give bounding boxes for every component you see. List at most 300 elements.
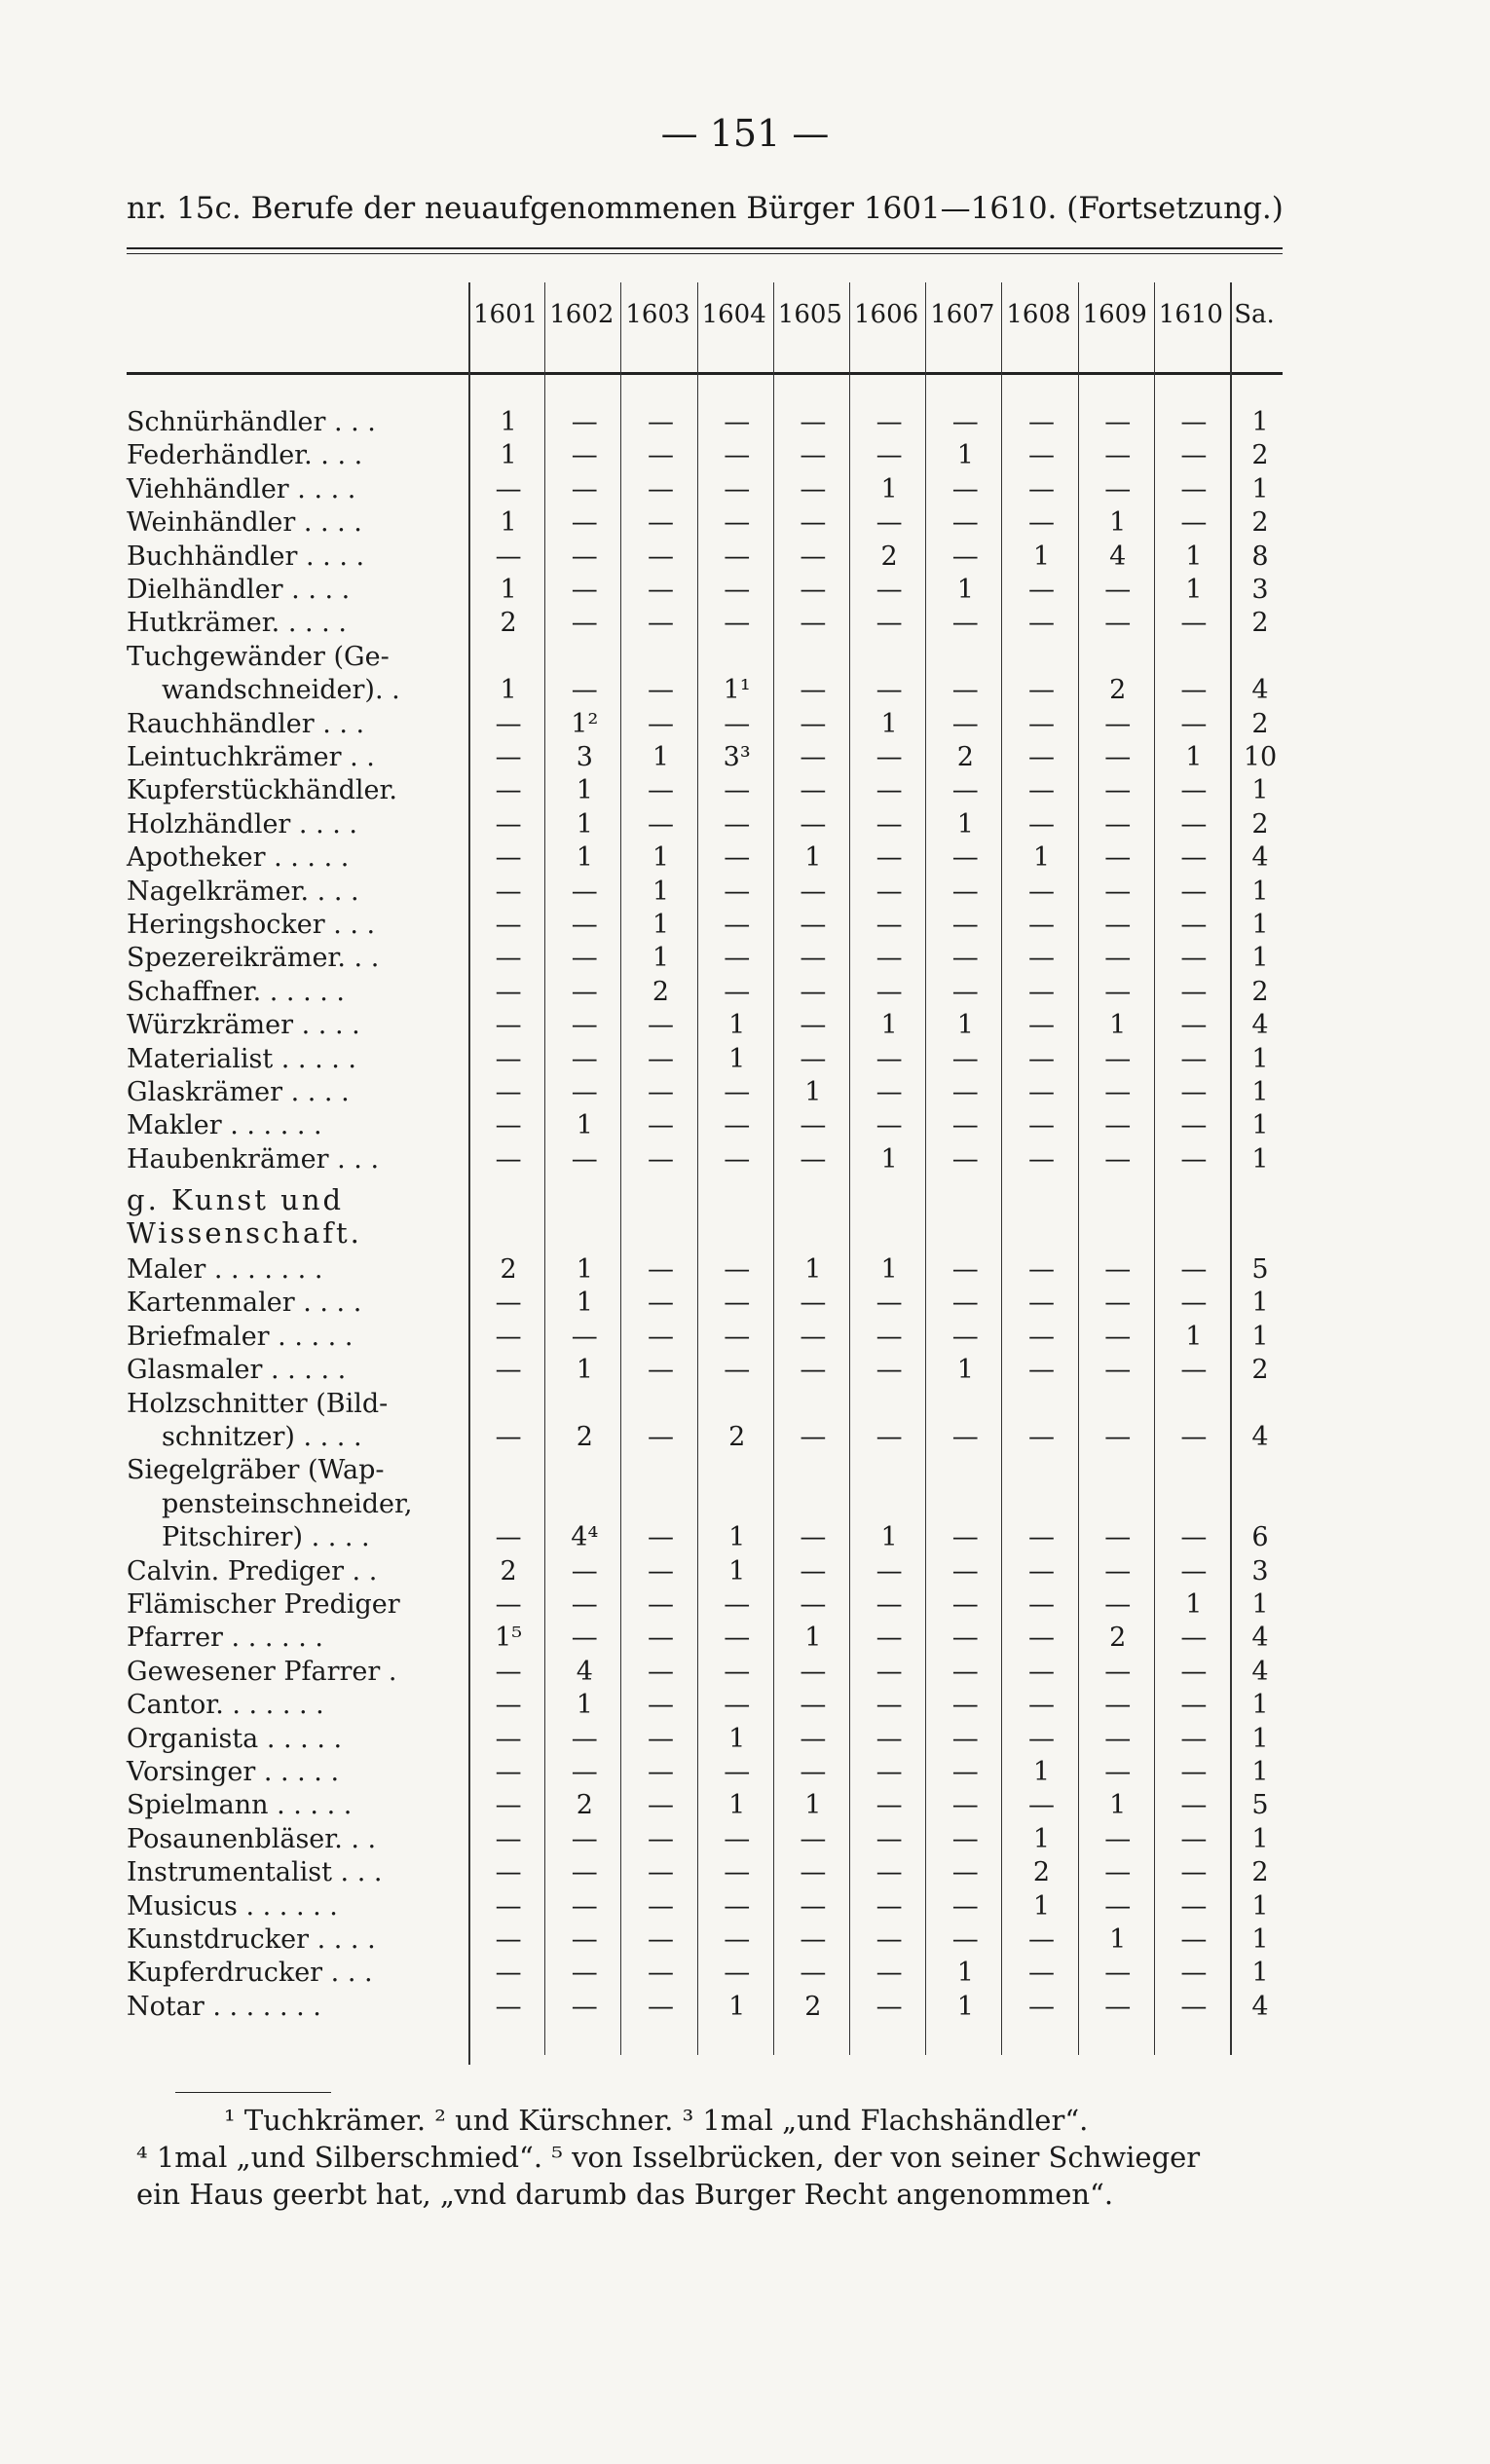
table-row bbox=[0, 1924, 1490, 1958]
cell-1605: — bbox=[800, 876, 827, 907]
cell-1610: — bbox=[1180, 876, 1208, 907]
cell-1606: — bbox=[875, 1422, 903, 1452]
row-label: Pfarrer . . . . . . bbox=[127, 1623, 323, 1654]
cell-1608: — bbox=[1027, 708, 1055, 739]
cell-1601: — bbox=[495, 1077, 522, 1107]
cell-1607: — bbox=[951, 1857, 979, 1888]
cell-1608: — bbox=[1027, 1321, 1055, 1352]
cell-1608: — bbox=[1027, 1656, 1055, 1687]
cell-1609: 1 bbox=[1109, 1790, 1127, 1821]
cell-sum: 2 bbox=[1251, 1355, 1269, 1386]
cell-1601: 1 bbox=[500, 440, 517, 471]
cell-1603: — bbox=[647, 1143, 674, 1175]
cell-1602: — bbox=[571, 440, 598, 471]
row-label: Spezereikrämer. . . bbox=[127, 943, 380, 974]
table-row bbox=[0, 440, 1490, 473]
table-row bbox=[0, 608, 1490, 641]
cell-sum: 1 bbox=[1251, 1143, 1269, 1175]
cell-1603: — bbox=[647, 473, 674, 504]
cell-1605: — bbox=[800, 1857, 827, 1888]
cell-1606: — bbox=[875, 976, 903, 1007]
cell-1608: — bbox=[1027, 575, 1055, 605]
cell-1609: — bbox=[1104, 775, 1132, 806]
cell-1603: — bbox=[647, 1422, 674, 1452]
cell-1610: 1 bbox=[1185, 742, 1203, 772]
cell-1601: — bbox=[495, 775, 522, 806]
cell-1609: — bbox=[1104, 1857, 1132, 1888]
cell-1605: — bbox=[800, 473, 827, 504]
cell-1603: 1 bbox=[652, 943, 670, 974]
cell-1609: — bbox=[1104, 808, 1132, 840]
table-row bbox=[0, 675, 1490, 708]
cell-1602: 1 bbox=[576, 1355, 593, 1386]
cell-sum: 1 bbox=[1251, 910, 1269, 940]
row-label: Leintuchkrämer . . bbox=[127, 742, 375, 772]
cell-1605: — bbox=[800, 541, 827, 572]
cell-1608: 1 bbox=[1032, 1823, 1051, 1854]
cell-1605: — bbox=[800, 407, 827, 437]
cell-1603: — bbox=[647, 1010, 674, 1041]
table-row bbox=[0, 1757, 1490, 1790]
cell-sum: 1 bbox=[1251, 1321, 1269, 1352]
cell-1606: — bbox=[875, 1288, 903, 1319]
cell-1610: — bbox=[1180, 1143, 1208, 1175]
table-row bbox=[0, 1992, 1490, 2025]
cell-sum: 1 bbox=[1251, 1110, 1269, 1141]
cell-1606: 2 bbox=[880, 541, 898, 572]
cell-1604: — bbox=[724, 775, 751, 806]
cell-1609: — bbox=[1104, 1077, 1132, 1107]
cell-1602: — bbox=[571, 1010, 598, 1041]
cell-1603: — bbox=[647, 1890, 674, 1922]
cell-1609: — bbox=[1104, 575, 1132, 605]
cell-1609: — bbox=[1104, 1143, 1132, 1175]
row-label: Kunstdrucker . . . . bbox=[127, 1924, 376, 1955]
cell-1606: — bbox=[875, 1355, 903, 1386]
cell-1608: — bbox=[1027, 943, 1055, 974]
cell-sum: 4 bbox=[1251, 1656, 1269, 1687]
table-row bbox=[0, 1455, 1490, 1488]
cell-1609: — bbox=[1104, 1288, 1132, 1319]
table-row bbox=[0, 1355, 1490, 1388]
cell-1610: — bbox=[1180, 473, 1208, 504]
cell-1608: — bbox=[1027, 1790, 1055, 1821]
cell-sum: 1 bbox=[1251, 1077, 1269, 1107]
cell-1607: — bbox=[951, 708, 979, 739]
cell-1610: — bbox=[1180, 708, 1208, 739]
cell-1605: — bbox=[800, 1043, 827, 1074]
row-label: Vorsinger . . . . . bbox=[127, 1757, 340, 1787]
cell-1607: 1 bbox=[956, 1958, 974, 1989]
cell-1606: — bbox=[875, 1589, 903, 1620]
cell-1610: — bbox=[1180, 1757, 1208, 1787]
cell-sum: 1 bbox=[1251, 1690, 1269, 1721]
cell-1606: — bbox=[875, 1823, 903, 1854]
row-label: Apotheker . . . . . bbox=[127, 842, 350, 874]
cell-1603: — bbox=[647, 1823, 674, 1854]
cell-1604: — bbox=[724, 1321, 751, 1352]
cell-1609: — bbox=[1104, 1422, 1132, 1452]
table-row bbox=[0, 407, 1490, 440]
cell-1608: — bbox=[1027, 876, 1055, 907]
cell-1605: — bbox=[800, 1110, 827, 1141]
cell-1608: — bbox=[1027, 473, 1055, 504]
cell-1604: 3³ bbox=[723, 742, 751, 772]
cell-1606: — bbox=[875, 943, 903, 974]
cell-1604: 1 bbox=[728, 1723, 746, 1754]
cell-1609: — bbox=[1104, 1823, 1132, 1854]
cell-1602: 1² bbox=[571, 708, 599, 739]
cell-sum: 1 bbox=[1251, 1757, 1269, 1787]
cell-1609: 4 bbox=[1109, 541, 1127, 572]
cell-1610: — bbox=[1180, 1924, 1208, 1955]
cell-1610: — bbox=[1180, 507, 1208, 539]
col-header-1608: 1608 bbox=[1006, 300, 1071, 329]
cell-1606: — bbox=[875, 1555, 903, 1587]
cell-1604: — bbox=[724, 876, 751, 907]
cell-1601: — bbox=[495, 1790, 522, 1821]
cell-1607: — bbox=[951, 1823, 979, 1854]
table-row bbox=[0, 1254, 1490, 1288]
cell-sum: 1 bbox=[1251, 1043, 1269, 1074]
cell-1603: — bbox=[647, 1723, 674, 1754]
cell-sum: 2 bbox=[1251, 808, 1269, 840]
cell-1601: — bbox=[495, 1690, 522, 1721]
table-row bbox=[0, 1790, 1490, 1823]
cell-1608: — bbox=[1027, 1077, 1055, 1107]
cell-1608: — bbox=[1027, 1991, 1055, 2022]
cell-1603: — bbox=[647, 1690, 674, 1721]
cell-sum: 2 bbox=[1251, 507, 1269, 539]
cell-1603: — bbox=[647, 1857, 674, 1888]
cell-1608: — bbox=[1027, 1723, 1055, 1754]
row-label: Viehhändler . . . . bbox=[127, 473, 356, 504]
row-label: Musicus . . . . . . bbox=[127, 1890, 338, 1922]
row-label: Schaffner. . . . . . bbox=[127, 976, 346, 1007]
top-rule-thin bbox=[127, 253, 1283, 254]
cell-1602: — bbox=[571, 943, 598, 974]
cell-1602: 3 bbox=[576, 742, 593, 772]
cell-1604: — bbox=[724, 1924, 751, 1955]
cell-1603: — bbox=[647, 1924, 674, 1955]
cell-sum: 1 bbox=[1251, 1890, 1269, 1922]
cell-1606: — bbox=[875, 675, 903, 706]
table-row bbox=[0, 842, 1490, 876]
cell-1605: 1 bbox=[804, 1077, 822, 1107]
cell-1607: — bbox=[951, 1288, 979, 1319]
cell-1606: — bbox=[875, 1656, 903, 1687]
cell-1601: 1 bbox=[500, 407, 517, 437]
cell-sum: 1 bbox=[1251, 1288, 1269, 1319]
cell-sum: 1 bbox=[1251, 876, 1269, 907]
cell-1604: — bbox=[724, 1355, 751, 1386]
cell-1607: — bbox=[951, 1690, 979, 1721]
cell-1601: 1 bbox=[500, 575, 517, 605]
row-label: Spielmann . . . . . bbox=[127, 1790, 353, 1821]
cell-1602: — bbox=[571, 575, 598, 605]
cell-1610: — bbox=[1180, 1254, 1208, 1285]
cell-1602: 4⁴ bbox=[571, 1522, 599, 1553]
cell-1607: — bbox=[951, 1522, 979, 1553]
cell-1607: 1 bbox=[956, 1010, 974, 1041]
row-label: Tuchgewänder (Ge- bbox=[127, 641, 390, 672]
cell-1601: — bbox=[495, 1656, 522, 1687]
cell-1602: 1 bbox=[576, 1690, 593, 1721]
cell-1602: — bbox=[571, 1589, 598, 1620]
cell-1609: 2 bbox=[1109, 675, 1127, 706]
table-row bbox=[0, 1824, 1490, 1857]
cell-1601: — bbox=[495, 1723, 522, 1754]
cell-1606: 1 bbox=[880, 473, 898, 504]
cell-1601: — bbox=[495, 1288, 522, 1319]
cell-1602: 4 bbox=[576, 1656, 593, 1687]
cell-sum: 2 bbox=[1251, 608, 1269, 639]
cell-1608: — bbox=[1027, 1355, 1055, 1386]
cell-1606: — bbox=[875, 1321, 903, 1352]
cell-1610: — bbox=[1180, 1288, 1208, 1319]
cell-1606: — bbox=[875, 575, 903, 605]
cell-sum: 1 bbox=[1251, 407, 1269, 437]
cell-1603: — bbox=[647, 1043, 674, 1074]
row-label: Glaskrämer . . . . bbox=[127, 1077, 350, 1107]
cell-1610: — bbox=[1180, 1991, 1208, 2022]
cell-sum: 10 bbox=[1243, 742, 1278, 772]
cell-1604: — bbox=[724, 708, 751, 739]
cell-1604: — bbox=[724, 976, 751, 1007]
cell-1610: — bbox=[1180, 1555, 1208, 1587]
cell-1602: — bbox=[571, 1857, 598, 1888]
cell-1602: — bbox=[571, 1623, 598, 1654]
cell-1602: — bbox=[571, 1958, 598, 1989]
row-label: Hutkrämer. . . . . bbox=[127, 608, 347, 639]
cell-1605: — bbox=[800, 1690, 827, 1721]
table-row bbox=[0, 1288, 1490, 1321]
cell-sum: 1 bbox=[1251, 473, 1269, 504]
table-row bbox=[0, 1724, 1490, 1757]
cell-1601: — bbox=[495, 876, 522, 907]
cell-1603: — bbox=[647, 1077, 674, 1107]
cell-1610: — bbox=[1180, 842, 1208, 874]
row-label: Organista . . . . . bbox=[127, 1723, 343, 1754]
cell-1608: — bbox=[1027, 1422, 1055, 1452]
col-header-1606: 1606 bbox=[854, 300, 919, 329]
row-label: Instrumentalist . . . bbox=[127, 1857, 383, 1888]
table-row bbox=[0, 1322, 1490, 1355]
cell-1602: — bbox=[571, 407, 598, 437]
col-header-1605: 1605 bbox=[777, 300, 842, 329]
cell-1604: — bbox=[724, 1890, 751, 1922]
cell-1601: — bbox=[495, 1589, 522, 1620]
cell-1606: — bbox=[875, 407, 903, 437]
cell-1605: — bbox=[800, 1555, 827, 1587]
cell-1606: 1 bbox=[880, 1143, 898, 1175]
cell-1603: — bbox=[647, 1991, 674, 2022]
cell-1601: — bbox=[495, 473, 522, 504]
cell-1602: 1 bbox=[576, 775, 593, 806]
cell-1605: 1 bbox=[804, 1623, 822, 1654]
table-row bbox=[0, 1110, 1490, 1143]
cell-1603: — bbox=[647, 1110, 674, 1141]
cell-1607: — bbox=[951, 943, 979, 974]
cell-1606: — bbox=[875, 507, 903, 539]
cell-1602: — bbox=[571, 1924, 598, 1955]
col-header-Sa: Sa. bbox=[1234, 300, 1275, 329]
table-row bbox=[0, 1422, 1490, 1455]
cell-1604: 1 bbox=[728, 1991, 746, 2022]
table-row bbox=[0, 1389, 1490, 1422]
cell-1602: — bbox=[571, 675, 598, 706]
cell-1606: — bbox=[875, 1757, 903, 1787]
table-caption: nr. 15c. Berufe der neuaufgenommenen Bürger 1601—1610. (Fortsetzung.) bbox=[127, 191, 1284, 226]
cell-1607: 1 bbox=[956, 1991, 974, 2022]
cell-1605: — bbox=[800, 708, 827, 739]
cell-1610: — bbox=[1180, 407, 1208, 437]
cell-1605: — bbox=[800, 1522, 827, 1553]
row-label: Heringshocker . . . bbox=[127, 910, 376, 940]
cell-sum: 4 bbox=[1251, 675, 1269, 706]
row-label: Siegelgräber (Wap- bbox=[127, 1455, 385, 1486]
cell-1603: — bbox=[647, 1254, 674, 1285]
cell-1608: — bbox=[1027, 440, 1055, 471]
cell-1610: — bbox=[1180, 675, 1208, 706]
table-row bbox=[0, 1623, 1490, 1656]
cell-1605: 1 bbox=[804, 842, 822, 874]
cell-1609: — bbox=[1104, 473, 1132, 504]
cell-1609: — bbox=[1104, 1522, 1132, 1553]
cell-sum: 2 bbox=[1251, 440, 1269, 471]
cell-1609: 1 bbox=[1109, 1924, 1127, 1955]
cell-1605: — bbox=[800, 608, 827, 639]
row-label: Calvin. Prediger . . bbox=[127, 1555, 378, 1587]
row-label: Rauchhändler . . . bbox=[127, 708, 365, 739]
cell-1601: — bbox=[495, 808, 522, 840]
cell-1601: 1 bbox=[500, 507, 517, 539]
table-row bbox=[0, 1044, 1490, 1077]
cell-1608: — bbox=[1027, 1924, 1055, 1955]
cell-1608: 1 bbox=[1032, 842, 1051, 874]
cell-1609: — bbox=[1104, 742, 1132, 772]
cell-1601: — bbox=[495, 1422, 522, 1452]
cell-1606: — bbox=[875, 910, 903, 940]
row-label: Posaunenbläser. . . bbox=[127, 1823, 377, 1854]
cell-1607: — bbox=[951, 407, 979, 437]
cell-1605: — bbox=[800, 507, 827, 539]
cell-1603: — bbox=[647, 1555, 674, 1587]
cell-sum: 1 bbox=[1251, 775, 1269, 806]
cell-sum: 1 bbox=[1251, 1924, 1269, 1955]
row-label: Kupferdrucker . . . bbox=[127, 1958, 373, 1989]
cell-1609: — bbox=[1104, 1723, 1132, 1754]
col-header-1609: 1609 bbox=[1082, 300, 1147, 329]
cell-1605: — bbox=[800, 1010, 827, 1041]
cell-sum: 2 bbox=[1251, 708, 1269, 739]
row-label: wandschneider). . bbox=[162, 675, 400, 706]
col-header-1604: 1604 bbox=[701, 300, 766, 329]
cell-1601: — bbox=[495, 910, 522, 940]
cell-1607: — bbox=[951, 1422, 979, 1452]
cell-1607: — bbox=[951, 1924, 979, 1955]
cell-sum: 3 bbox=[1251, 1555, 1269, 1587]
table-row bbox=[0, 1958, 1490, 1991]
cell-1604: — bbox=[724, 808, 751, 840]
table-row bbox=[0, 1589, 1490, 1623]
cell-1603: — bbox=[647, 608, 674, 639]
cell-1603: — bbox=[647, 1589, 674, 1620]
footnote-rule bbox=[175, 2092, 331, 2093]
cell-1603: — bbox=[647, 1355, 674, 1386]
table-row bbox=[0, 1690, 1490, 1723]
table-row bbox=[0, 1489, 1490, 1522]
cell-1605: — bbox=[800, 1143, 827, 1175]
cell-1601: — bbox=[495, 1890, 522, 1922]
cell-1609: — bbox=[1104, 1043, 1132, 1074]
cell-1609: — bbox=[1104, 1958, 1132, 1989]
table-row bbox=[0, 775, 1490, 808]
cell-1602: — bbox=[571, 1043, 598, 1074]
cell-1604: — bbox=[724, 1690, 751, 1721]
cell-1605: — bbox=[800, 1924, 827, 1955]
cell-1606: 1 bbox=[880, 1010, 898, 1041]
cell-1601: — bbox=[495, 976, 522, 1007]
cell-1602: 1 bbox=[576, 1288, 593, 1319]
cell-1610: — bbox=[1180, 1890, 1208, 1922]
cell-sum: 6 bbox=[1251, 1522, 1269, 1553]
cell-1607: — bbox=[951, 1723, 979, 1754]
cell-1607: — bbox=[951, 1143, 979, 1175]
cell-1606: — bbox=[875, 1924, 903, 1955]
cell-1604: — bbox=[724, 1288, 751, 1319]
cell-1605: 2 bbox=[804, 1991, 822, 2022]
cell-1609: — bbox=[1104, 1321, 1132, 1352]
cell-1601: — bbox=[495, 708, 522, 739]
cell-1604: 1 bbox=[728, 1043, 746, 1074]
cell-1603: — bbox=[647, 1288, 674, 1319]
header-rule bbox=[127, 372, 1283, 375]
cell-1606: — bbox=[875, 1077, 903, 1107]
cell-1609: 2 bbox=[1109, 1623, 1127, 1654]
row-label: Federhändler. . . . bbox=[127, 440, 363, 471]
table-row bbox=[0, 1556, 1490, 1589]
cell-1608: — bbox=[1027, 608, 1055, 639]
cell-1603: 1 bbox=[652, 842, 670, 874]
cell-1601: 2 bbox=[500, 608, 517, 639]
table-row bbox=[0, 541, 1490, 575]
cell-1608: — bbox=[1027, 1143, 1055, 1175]
cell-1605: — bbox=[800, 1321, 827, 1352]
cell-1604: 2 bbox=[728, 1422, 746, 1452]
table-row bbox=[0, 1010, 1490, 1043]
cell-1605: 1 bbox=[804, 1254, 822, 1285]
cell-1606: — bbox=[875, 1110, 903, 1141]
cell-1603: — bbox=[647, 440, 674, 471]
row-label: Haubenkrämer . . . bbox=[127, 1143, 380, 1175]
cell-1607: 1 bbox=[956, 440, 974, 471]
cell-1602: — bbox=[571, 507, 598, 539]
cell-1610: — bbox=[1180, 1077, 1208, 1107]
cell-1607: — bbox=[951, 910, 979, 940]
cell-1605: — bbox=[800, 775, 827, 806]
row-label: Kupferstückhändler. bbox=[127, 775, 398, 806]
cell-1603: 2 bbox=[652, 976, 670, 1007]
cell-1609: 1 bbox=[1109, 507, 1127, 539]
cell-sum: 4 bbox=[1251, 1991, 1269, 2022]
cell-1603: — bbox=[647, 1656, 674, 1687]
cell-1605: — bbox=[800, 943, 827, 974]
table-row bbox=[0, 474, 1490, 507]
cell-1605: — bbox=[800, 675, 827, 706]
cell-1601: — bbox=[495, 1958, 522, 1989]
cell-1607: 1 bbox=[956, 1355, 974, 1386]
